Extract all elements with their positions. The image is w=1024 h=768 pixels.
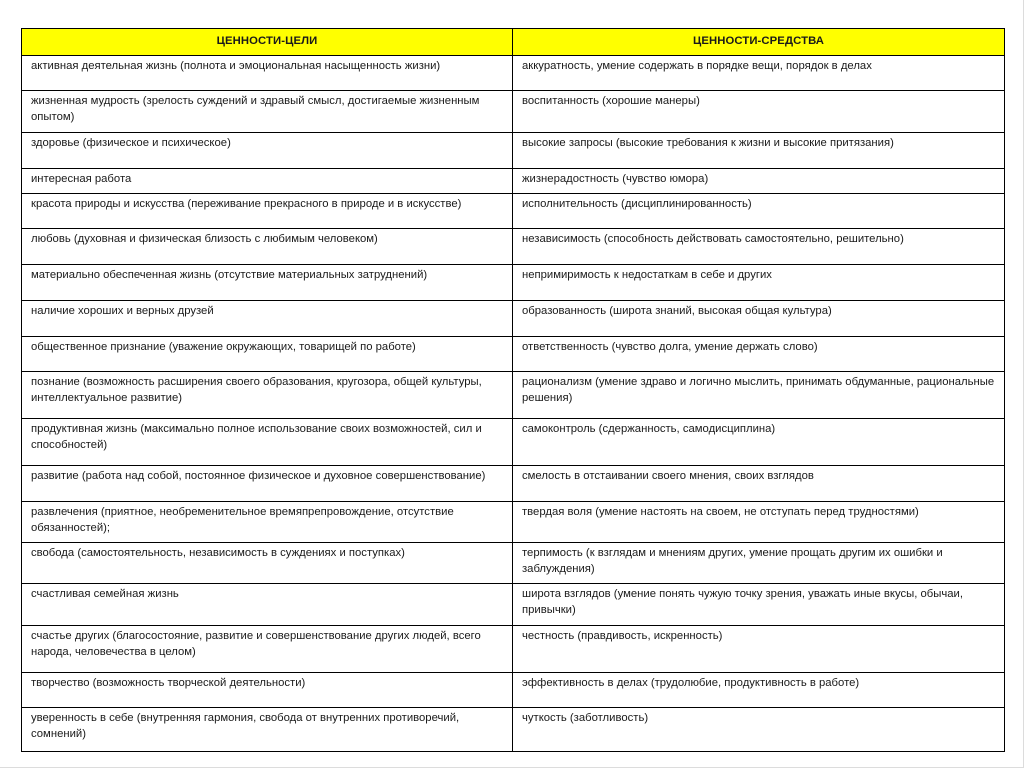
table-row — [22, 169, 1005, 194]
goal-cell: развитие (работа над собой, постоянное физическое и духовное совершенствование) — [22, 466, 513, 502]
table-row — [22, 372, 1005, 419]
means-cell: твердая воля (умение настоять на своем, не отступать перед трудностями) — [513, 502, 1005, 543]
header-means: ЦЕННОСТИ-СРЕДСТВА — [513, 29, 1005, 56]
means-cell: аккуратность, умение содержать в порядке вещи, порядок в делах — [513, 56, 1005, 91]
table-row — [22, 229, 1005, 265]
table-row — [22, 337, 1005, 372]
means-cell: смелость в отстаивании своего мнения, своих взглядов — [513, 466, 1005, 502]
table-row — [22, 91, 1005, 133]
means-cell: самоконтроль (сдержанность, самодисциплина) — [513, 419, 1005, 466]
goal-cell: жизненная мудрость (зрелость суждений и здравый смысл, достигаемые жизненным опытом) — [22, 91, 513, 133]
means-cell: чуткость (заботливость) — [513, 708, 1005, 752]
means-cell: эффективность в делах (трудолюбие, продуктивность в работе) — [513, 673, 1005, 708]
means-cell: честность (правдивость, искренность) — [513, 626, 1005, 673]
table-row — [22, 194, 1005, 229]
means-cell: образованность (широта знаний, высокая общая культура) — [513, 301, 1005, 337]
table-header-row — [22, 29, 1005, 56]
goal-cell: развлечения (приятное, необременительное времяпрепровождение, отсутствие обязанностей); — [22, 502, 513, 543]
table-row — [22, 419, 1005, 466]
goal-cell: общественное признание (уважение окружающих, товарищей по работе) — [22, 337, 513, 372]
table-row — [22, 708, 1005, 752]
means-cell: непримиримость к недостаткам в себе и других — [513, 265, 1005, 301]
goal-cell: любовь (духовная и физическая близость с любимым человеком) — [22, 229, 513, 265]
goal-cell: материально обеспеченная жизнь (отсутствие материальных затруднений) — [22, 265, 513, 301]
goal-cell: активная деятельная жизнь (полнота и эмоциональная насыщенность жизни) — [22, 56, 513, 91]
means-cell: высокие запросы (высокие требования к жизни и высокие притязания) — [513, 133, 1005, 169]
goal-cell: свобода (самостоятельность, независимость в суждениях и поступках) — [22, 543, 513, 584]
goal-cell: здоровье (физическое и психическое) — [22, 133, 513, 169]
means-cell: независимость (способность действовать самостоятельно, решительно) — [513, 229, 1005, 265]
table-row — [22, 673, 1005, 708]
table-row — [22, 626, 1005, 673]
goal-cell: красота природы и искусства (переживание прекрасного в природе и в искусстве) — [22, 194, 513, 229]
goal-cell: наличие хороших и верных друзей — [22, 301, 513, 337]
goal-cell: счастье других (благосостояние, развитие и совершенствование других людей, всего народа, человечества в целом) — [22, 626, 513, 673]
goal-cell: творчество (возможность творческой деятельности) — [22, 673, 513, 708]
means-cell: терпимость (к взглядам и мнениям других, умение прощать другим их ошибки и заблуждения) — [513, 543, 1005, 584]
table-row — [22, 301, 1005, 337]
values-table — [21, 28, 1005, 752]
means-cell: ответственность (чувство долга, умение держать слово) — [513, 337, 1005, 372]
goal-cell: уверенность в себе (внутренняя гармония, свобода от внутренних противоречий, сомнений) — [22, 708, 513, 752]
means-cell: жизнерадостность (чувство юмора) — [513, 169, 1005, 194]
table-row — [22, 133, 1005, 169]
table-row — [22, 466, 1005, 502]
goal-cell: продуктивная жизнь (максимально полное использование своих возможностей, сил и способностей) — [22, 419, 513, 466]
table-row — [22, 502, 1005, 543]
table-row — [22, 56, 1005, 91]
goal-cell: интересная работа — [22, 169, 513, 194]
goal-cell: познание (возможность расширения своего образования, кругозора, общей культуры, интеллектуальное развитие) — [22, 372, 513, 419]
means-cell: широта взглядов (умение понять чужую точку зрения, уважать иные вкусы, обычаи, привычки) — [513, 584, 1005, 626]
table-row — [22, 584, 1005, 626]
header-goals: ЦЕННОСТИ-ЦЕЛИ — [22, 29, 513, 56]
means-cell: исполнительность (дисциплинированность) — [513, 194, 1005, 229]
goal-cell: счастливая семейная жизнь — [22, 584, 513, 626]
means-cell: рационализм (умение здраво и логично мыслить, принимать обдуманные, рациональные решения) — [513, 372, 1005, 419]
means-cell: воспитанность (хорошие манеры) — [513, 91, 1005, 133]
table-row — [22, 543, 1005, 584]
table-row — [22, 265, 1005, 301]
